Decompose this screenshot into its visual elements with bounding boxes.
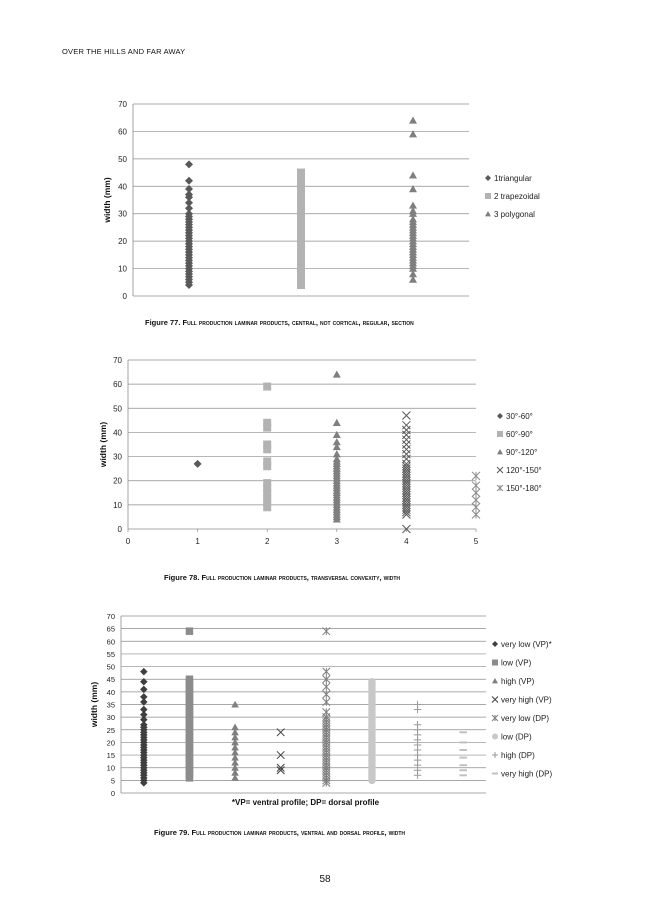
y-axis-label: width (mm) bbox=[98, 421, 108, 468]
series-3 bbox=[231, 701, 239, 781]
y-axis-label: width (mm) bbox=[102, 177, 112, 223]
y-tick-label: 0 bbox=[122, 292, 127, 301]
legend-marker bbox=[492, 678, 498, 683]
series-1 bbox=[140, 668, 148, 787]
data-point bbox=[414, 706, 422, 714]
data-point bbox=[231, 701, 239, 708]
legend-marker bbox=[492, 773, 498, 775]
y-tick-label: 20 bbox=[118, 237, 127, 247]
legend-marker bbox=[492, 734, 498, 740]
y-tick-label: 55 bbox=[106, 649, 115, 659]
legend-label: very low (VP)* bbox=[501, 640, 552, 649]
legend-label: 60°-90° bbox=[506, 430, 533, 439]
legend-label: 1triangular bbox=[494, 174, 532, 183]
legend-label: very high (DP) bbox=[501, 769, 553, 779]
data-point bbox=[459, 749, 467, 751]
x-tick-label: 1 bbox=[195, 537, 200, 546]
y-axis-label: width (mm) bbox=[89, 681, 99, 728]
data-point bbox=[186, 627, 194, 635]
legend-label: 3 polygonal bbox=[494, 210, 535, 219]
data-point bbox=[459, 741, 467, 743]
data-point bbox=[368, 777, 376, 785]
y-tick-label: 5 bbox=[110, 776, 115, 786]
y-tick-label: 35 bbox=[106, 700, 115, 710]
x-tick-label: 0 bbox=[125, 537, 131, 546]
legend-label: high (VP) bbox=[501, 677, 535, 686]
data-point bbox=[323, 691, 331, 699]
legend-label: very high (VP) bbox=[501, 695, 552, 705]
y-tick-label: 0 bbox=[110, 789, 115, 798]
figure-78-caption bbox=[164, 573, 400, 582]
legend-label: low (DP) bbox=[501, 732, 532, 742]
y-tick-label: 40 bbox=[113, 428, 122, 438]
y-tick-label: 10 bbox=[106, 763, 115, 773]
series-5 bbox=[323, 627, 331, 786]
data-point bbox=[323, 698, 331, 706]
y-tick-label: 65 bbox=[106, 624, 115, 634]
data-point bbox=[414, 772, 422, 780]
data-point bbox=[459, 769, 467, 771]
figure-79-caption-prefix: Figure 79. bbox=[154, 828, 190, 837]
y-tick-label: 70 bbox=[113, 356, 122, 365]
series-7 bbox=[414, 701, 422, 779]
legend-label: 150°-180° bbox=[506, 484, 542, 493]
data-point bbox=[186, 774, 194, 782]
y-tick-label: 10 bbox=[118, 264, 127, 274]
series-8 bbox=[459, 731, 467, 776]
y-tick-label: 45 bbox=[106, 675, 115, 685]
legend-marker bbox=[492, 752, 498, 758]
legend-marker bbox=[492, 715, 498, 721]
x-tick-label: 4 bbox=[404, 537, 409, 546]
data-point bbox=[459, 757, 467, 759]
y-tick-label: 60 bbox=[113, 380, 122, 390]
figure-77-caption bbox=[145, 318, 414, 327]
y-tick-label: 20 bbox=[106, 738, 115, 748]
data-point bbox=[140, 668, 148, 676]
legend-marker bbox=[492, 697, 498, 703]
y-tick-label: 40 bbox=[118, 182, 127, 192]
y-tick-label: 30 bbox=[106, 713, 115, 723]
legend-label: 120°-150° bbox=[506, 466, 542, 475]
legend-label: 2 trapezoidal bbox=[494, 192, 540, 201]
figure-79-caption bbox=[154, 828, 405, 837]
data-point bbox=[323, 683, 331, 691]
series-4 bbox=[277, 729, 285, 774]
x-tick-label: 3 bbox=[334, 537, 340, 546]
y-tick-label: 60 bbox=[106, 637, 115, 647]
figure-78-caption-prefix: Figure 78. bbox=[164, 573, 200, 582]
legend-marker bbox=[492, 660, 498, 666]
data-point bbox=[323, 668, 331, 676]
figure-79-caption-text: Full production laminar products, ventral and dorsal profile, width bbox=[191, 828, 405, 837]
y-tick-label: 40 bbox=[106, 687, 115, 697]
running-header: OVER THE HILLS AND FAR AWAY bbox=[62, 47, 186, 56]
legend-label: low (VP) bbox=[501, 658, 532, 668]
y-tick-label: 50 bbox=[118, 154, 127, 164]
x-axis-label: *VP= ventral profile; DP= dorsal profile bbox=[231, 798, 380, 807]
legend-label: 30°-60° bbox=[506, 412, 533, 421]
data-point bbox=[323, 627, 331, 635]
y-tick-label: 25 bbox=[106, 725, 115, 735]
data-point bbox=[459, 731, 467, 733]
page-number: 58 bbox=[319, 874, 331, 885]
figure-77-caption-prefix: Figure 77. bbox=[145, 318, 181, 327]
series-2 bbox=[186, 627, 194, 781]
figure-78-caption-text: Full production laminar products, transversal convexity, width bbox=[201, 573, 401, 582]
y-tick-label: 20 bbox=[113, 476, 122, 486]
y-tick-label: 70 bbox=[106, 612, 115, 621]
y-tick-label: 70 bbox=[118, 100, 127, 109]
x-tick-label: 5 bbox=[473, 537, 479, 546]
y-tick-label: 10 bbox=[113, 500, 122, 510]
y-tick-label: 0 bbox=[117, 525, 122, 534]
y-tick-label: 50 bbox=[113, 404, 122, 414]
legend-label: very low (DP) bbox=[501, 714, 550, 723]
series-6 bbox=[368, 678, 376, 784]
data-point bbox=[459, 774, 467, 776]
y-tick-label: 50 bbox=[106, 662, 115, 672]
data-point bbox=[459, 764, 467, 766]
legend-marker bbox=[492, 641, 498, 647]
y-tick-label: 60 bbox=[118, 127, 127, 137]
legend-label: high (DP) bbox=[501, 751, 535, 760]
y-tick-label: 15 bbox=[106, 751, 115, 761]
y-tick-label: 30 bbox=[118, 209, 127, 219]
legend-label: 90°-120° bbox=[506, 448, 538, 457]
x-tick-label: 2 bbox=[264, 537, 270, 546]
y-tick-label: 30 bbox=[113, 452, 122, 462]
figure-77-caption-text: Full production laminar products, central, not cortical, regular, section bbox=[182, 318, 414, 327]
